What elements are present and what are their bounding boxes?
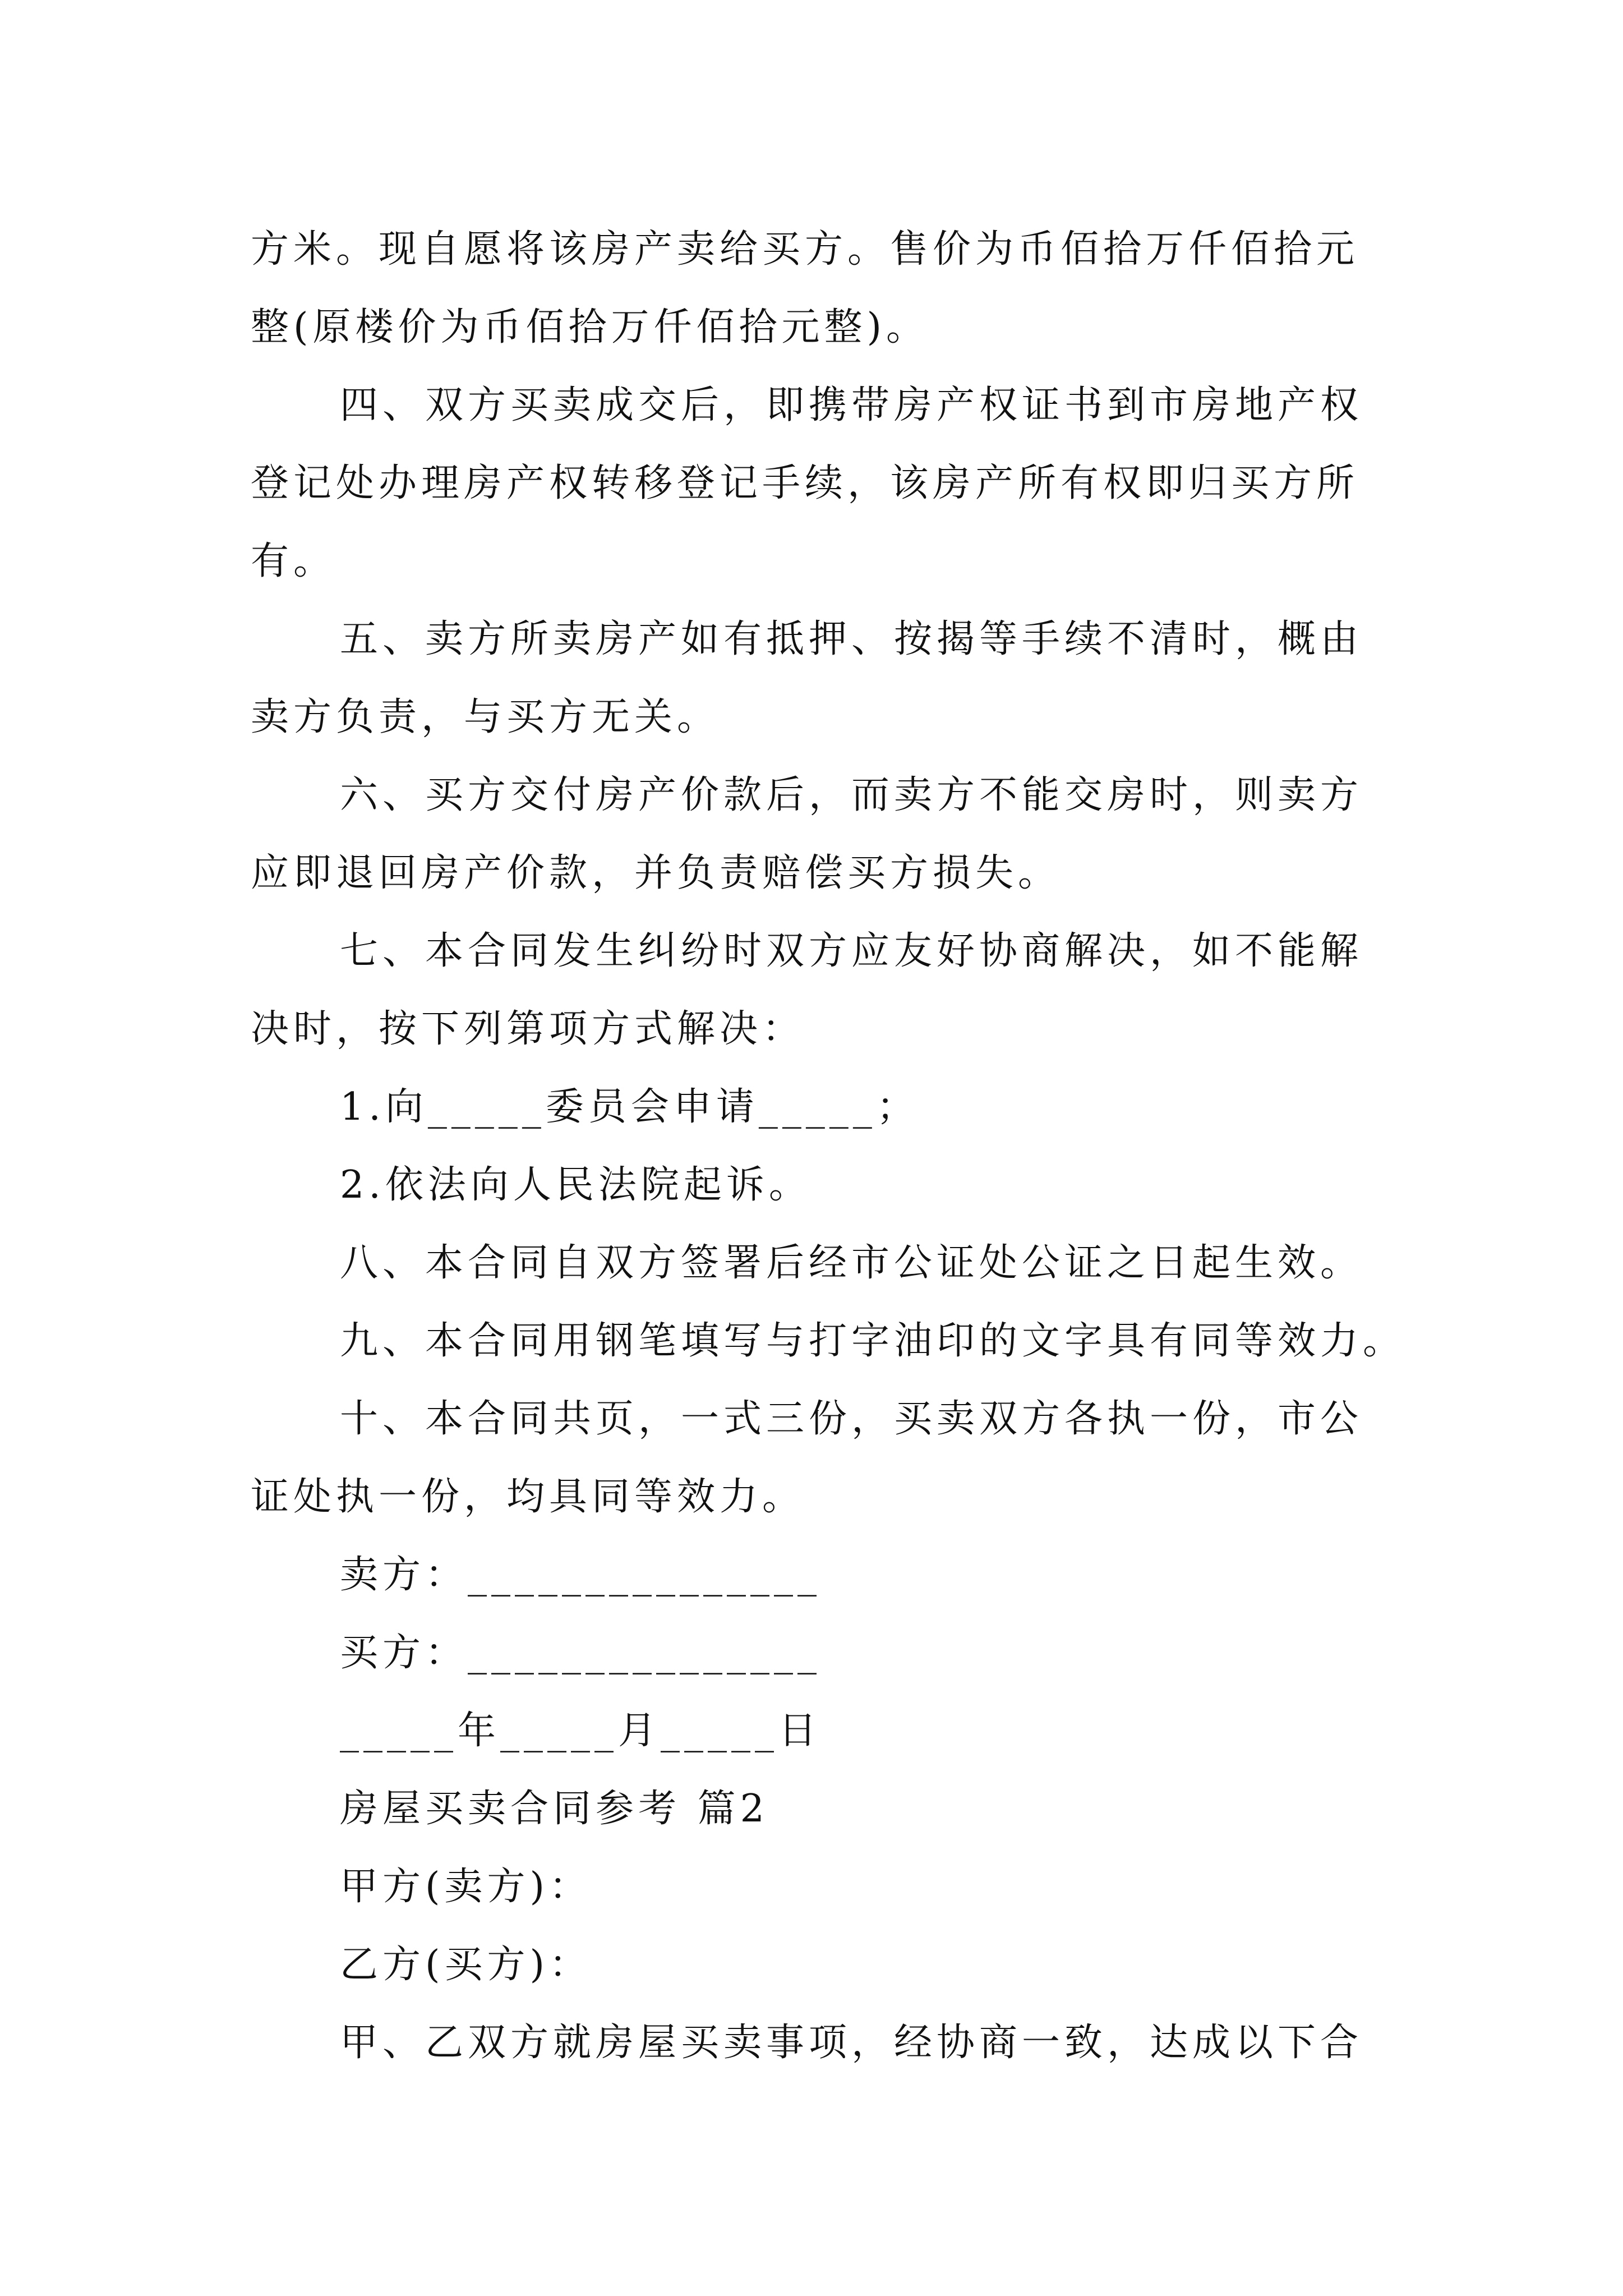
text-line-1: 方米。现自愿将该房产卖给买方。售价为币佰拾万仟佰拾元 [251, 227, 1359, 272]
clause-8: 八、本合同自双方签署后经市公证处公证之日起生效。 [340, 1241, 1363, 1285]
clause-7-line-2: 决时，按下列第项方式解决： [251, 1007, 805, 1051]
clause-10-line-1: 十、本合同共页，一式三份，买卖双方各执一份，市公 [340, 1397, 1363, 1441]
clause-5-line-1: 五、卖方所卖房产如有抵押、按揭等手续不清时，概由 [340, 617, 1363, 661]
document-body [251, 210, 1406, 2082]
clause-4-line-1: 四、双方买卖成交后，即携带房产权证书到市房地产权 [340, 383, 1363, 427]
section-title: 房屋买卖合同参考 篇2 [340, 1787, 769, 1831]
party-b-line: 乙方(买方)： [340, 1943, 592, 1987]
clause-4-line-2: 登记处办理房产权转移登记手续，该房产所有权即归买方所 [251, 461, 1359, 505]
buyer-signature-line: 买方：_______________ [340, 1631, 822, 1675]
intro-line: 甲、乙双方就房屋买卖事项，经协商一致，达成以下合 [340, 2021, 1363, 2065]
text-line-2: 整(原楼价为币佰拾万仟佰拾元整)。 [251, 305, 929, 349]
clause-6-line-1: 六、买方交付房产价款后，而卖方不能交房时，则卖方 [340, 773, 1363, 817]
clause-9: 九、本合同用钢笔填写与打字油印的文字具有同等效力。 [340, 1319, 1406, 1363]
clause-7-option-1: 1.向_____委员会申请_____； [340, 1085, 919, 1129]
clause-10-line-2: 证处执一份，均具同等效力。 [251, 1475, 805, 1519]
clause-7-line-1: 七、本合同发生纠纷时双方应友好协商解决，如不能解 [340, 929, 1363, 973]
date-line: _____年_____月_____日 [340, 1709, 822, 1753]
party-a-line: 甲方(卖方)： [340, 1865, 592, 1909]
clause-5-line-2: 卖方负责，与买方无关。 [251, 695, 720, 739]
clause-4-line-3: 有。 [251, 539, 336, 583]
seller-signature-line: 卖方：_______________ [340, 1553, 822, 1597]
clause-7-option-2: 2.依法向人民法院起诉。 [340, 1163, 811, 1207]
clause-6-line-2: 应即退回房产价款，并负责赔偿买方损失。 [251, 851, 1061, 895]
